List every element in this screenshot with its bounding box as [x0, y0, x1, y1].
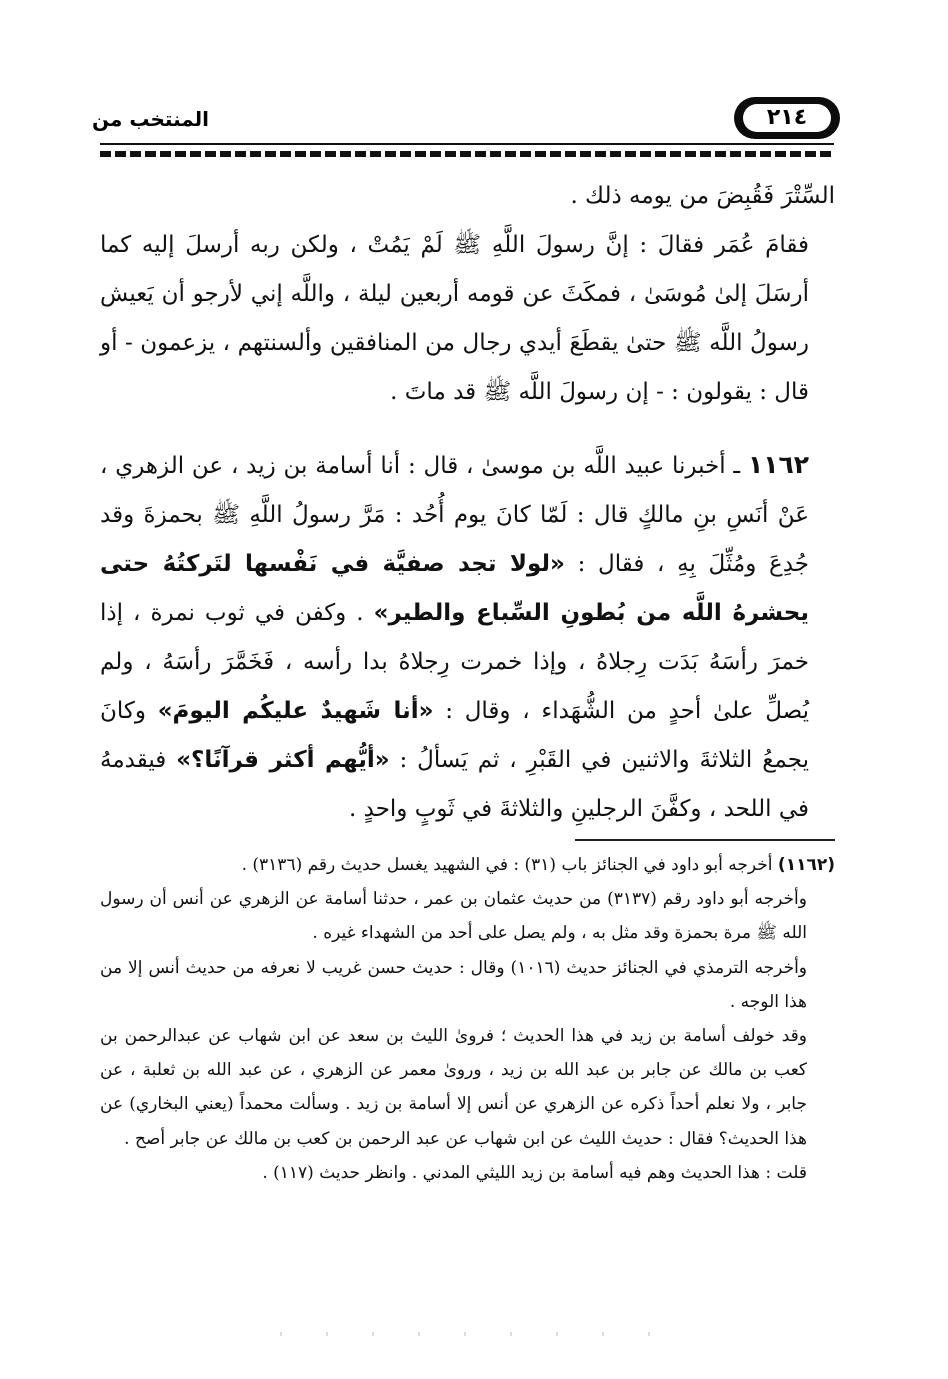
- page-number: ٢١٤: [743, 104, 831, 132]
- footnote-number: (١١٦٢): [777, 855, 835, 875]
- main-text: [100, 172, 835, 834]
- hadith-number: ١١٦٢: [747, 450, 809, 479]
- footnote-5: قلت : هذا الحديث وهم فيه أسامة بن زيد الليثي المدني . وانظر حديث (١١٧) .: [262, 1162, 807, 1183]
- paragraph-umar: فقامَ عُمَر فقالَ : إنَّ رسولَ اللَّهِ ﷺ لَمْ يَمُتْ ، ولكن ربه أرسلَ إليه كما أرسَلَ إلىٰ مُوسَىٰ ، فمكَثَ عن قومه أربعين ليلة ، واللَّه إني لأرجو أن يَعيش رسولُ اللَّه ﷺ حتىٰ يقطَعَ أيدي رجال من المنافقين وألسنتهم ، يزعمون - أو قال : يقولون : - إن رسولَ اللَّه ﷺ قد ماتَ .: [100, 232, 809, 405]
- hadith-text-end: فيقدمهُ في اللحد ، وكفَّنَ الرجلينِ والثلاثةَ في ثَوبٍ واحدٍ .: [100, 747, 809, 822]
- page-number-badge: [734, 97, 840, 139]
- hadith-text-middle: . وكفن في ثوب نمرة ، إذا خمرَ رأسَهُ بَدَت رِجلاهُ ، وإذا خمرت رِجلاهُ بدا رأسه ، فَخَمَّرَ رأسَهُ ، ولم يُصلِّ علىٰ أحدٍ من الشُّهَداء ، وقال :: [100, 600, 809, 724]
- footnote-4: وقد خولف أسامة بن زيد في هذا الحديث ؛ فروىٰ الليث بن سعد عن ابن شهاب عن عبدالرحمن بن كعب بن مالك عن جابر بن عبد الله بن زيد ، وروىٰ معمر عن الزهري ، عن عبد الله بن ثعلبة ، عن جابر ، ولا نعلم أحداً ذكره عن الزهري عن أنس إلا أسامة بن زيد . وسألت محمداً (يعني البخاري) عن هذا الحديث؟ فقال : حديث الليث عن ابن شهاب عن عبد الرحمن بن كعب بن مالك عن جابر أصح .: [100, 1026, 807, 1149]
- hadith-text-middle-2: وكانَ يجمعُ الثلاثةَ والاثنين في القَبْرِ ، ثم يَسألُ :: [100, 698, 809, 773]
- hadith-quote-3: «أيُّهم أكثر قرآنًا؟»: [176, 747, 390, 773]
- header-rule: [100, 143, 834, 145]
- footnote-1: [100, 848, 835, 882]
- paragraph-continuation: السِّتْرَ فَقُبِضَ من يومه ذلك .: [570, 183, 835, 209]
- hadith-quote-1: «لولا تجد صفيَّة في نَفْسها لتَركتُهُ حتى يحشرهُ اللَّه من بُطونِ السِّباع والطير»: [100, 551, 809, 626]
- footnote-3: وأخرجه الترمذي في الجنائز حديث (١٠١٦) وقال : حديث حسن غريب لا نعرفه من حديث أنس إلا من هذا الوجه .: [100, 957, 808, 1012]
- running-head-title: المنتخب من: [92, 107, 210, 131]
- footnote-divider: [575, 839, 835, 841]
- paragraph-hadith-1162: [100, 440, 835, 834]
- footnote-1-text: أخرجه أبو داود في الجنائز باب (٣١) : في الشهيد يغسل حديث رقم (٣١٣٦) .: [241, 855, 778, 875]
- footnote-2: وأخرجه أبو داود رقم (٣١٣٧) من حديث عثمان بن عمر ، حدثنا أسامة عن الزهري عن أنس أن رسول الله ﷺ مرة بحمزة وقد مثل به ، ولم يصل على أحد من الشهداء غيره .: [100, 889, 807, 944]
- scan-artifact: [280, 1332, 660, 1336]
- footnotes: [100, 848, 835, 1190]
- hadith-isnad: ـ أخبرنا عبيد اللَّه بن موسىٰ ، قال : أنا أسامة بن زيد ، عن الزهري ، عَنْ أنَسِ بنِ مالكٍ قال : لَمّا كانَ يوم أُحُد : مَرَّ رسولُ اللَّهِ ﷺ بحمزةَ وقد جُدِعَ ومُثِّلَ بِهِ ، فقال :: [100, 453, 809, 577]
- hadith-quote-2: «أنا شَهيدٌ عليكُم اليومَ»: [157, 698, 434, 724]
- header-dashed-rule: [100, 151, 834, 157]
